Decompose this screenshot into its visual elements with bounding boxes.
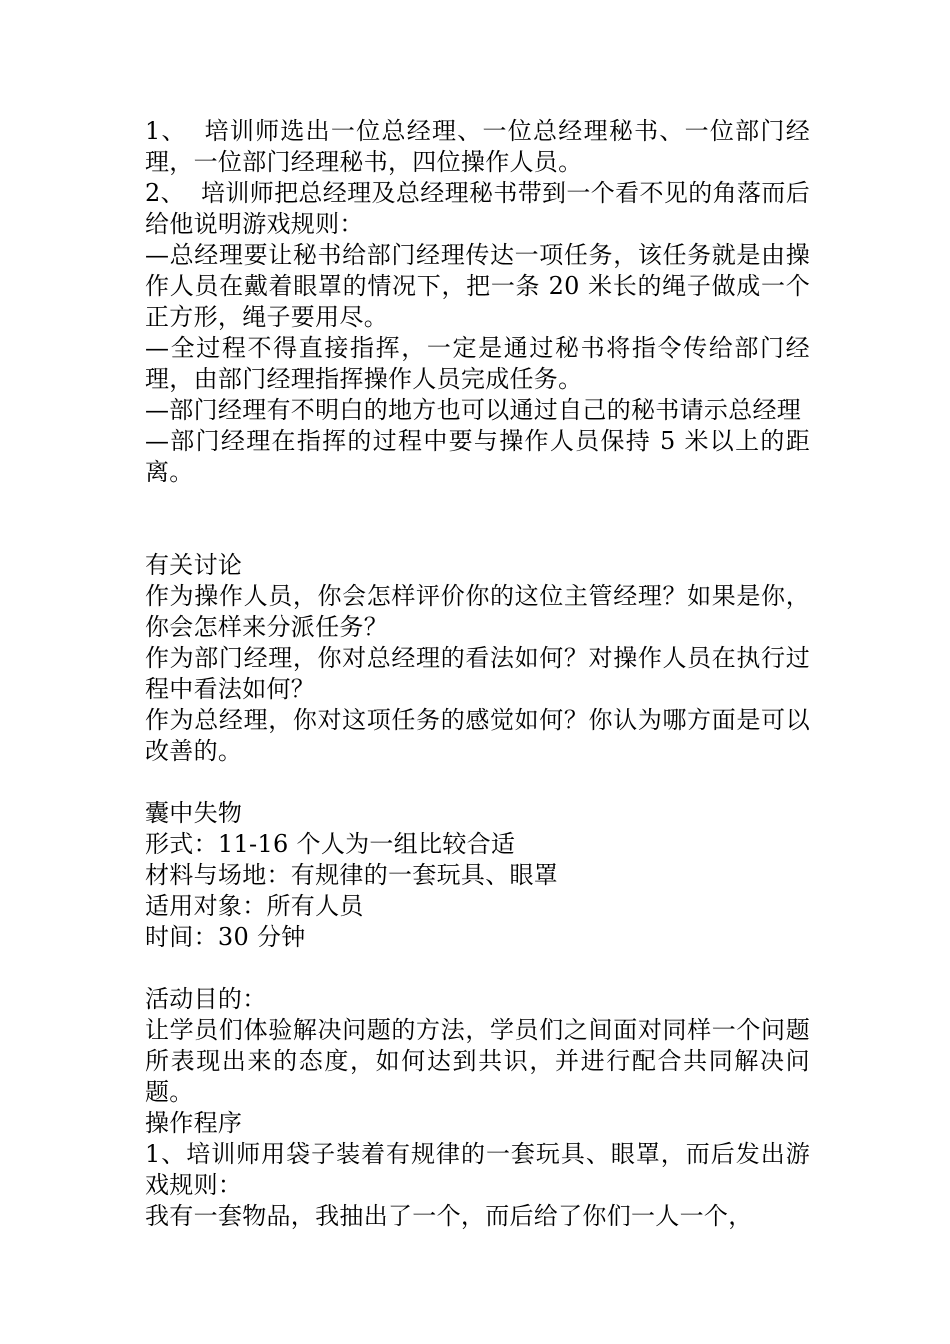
game-title: 囊中失物	[145, 799, 243, 827]
discussion-heading: 有关讨论	[145, 551, 243, 579]
section-gap	[145, 767, 810, 798]
purpose-text: 让学员们体验解决问题的方法，学员们之间面对同样一个问题所表现出来的态度，如何达到共识，并进行配合共同解决问题。	[145, 1016, 810, 1106]
discussion-question-1: 作为操作人员，你会怎样评价你的这位主管经理？如果是你，你会怎样来分派任务？	[145, 582, 810, 641]
discussion-question-2: 作为部门经理，你对总经理的看法如何？对操作人员在执行过程中看法如何？	[145, 644, 810, 703]
section-gap	[145, 488, 810, 550]
game-time: 时间：30 分钟	[145, 923, 306, 951]
game-audience: 适用对象：所有人员	[145, 892, 364, 920]
game-materials: 材料与场地：有规律的一套玩具、眼罩	[145, 861, 559, 889]
instruction-step-2: 2、 培训师把总经理及总经理秘书带到一个看不见的角落而后给他说明游戏规则：	[145, 179, 810, 238]
rule-line-4: —部门经理在指挥的过程中要与操作人员保持 5 米以上的距离。	[145, 427, 810, 486]
rule-line-3: —部门经理有不明白的地方也可以通过自己的秘书请示总经理	[145, 396, 802, 424]
section-gap	[145, 953, 810, 984]
rule-line-1: —总经理要让秘书给部门经理传达一项任务，该任务就是由操作人员在戴着眼罩的情况下，把一条 20 米长的绳子做成一个正方形，绳子要用尽。	[145, 241, 810, 331]
document-page	[145, 116, 810, 1232]
procedure-quote: 我有一套物品，我抽出了一个，而后给了你们一人一个，	[145, 1202, 753, 1230]
game-form: 形式：11-16 个人为一组比较合适	[145, 830, 516, 858]
procedure-heading: 操作程序	[145, 1109, 243, 1137]
instruction-step-1: 1、 培训师选出一位总经理、一位总经理秘书、一位部门经理，一位部门经理秘书，四位操作人员。	[145, 117, 810, 176]
discussion-question-3: 作为总经理，你对这项任务的感觉如何？你认为哪方面是可以改善的。	[145, 706, 810, 765]
procedure-step-1: 1、培训师用袋子装着有规律的一套玩具、眼罩，而后发出游戏规则：	[145, 1140, 810, 1199]
purpose-heading: 活动目的：	[145, 985, 267, 1013]
rule-line-2: —全过程不得直接指挥，一定是通过秘书将指令传给部门经理，由部门经理指挥操作人员完成任务。	[145, 334, 810, 393]
